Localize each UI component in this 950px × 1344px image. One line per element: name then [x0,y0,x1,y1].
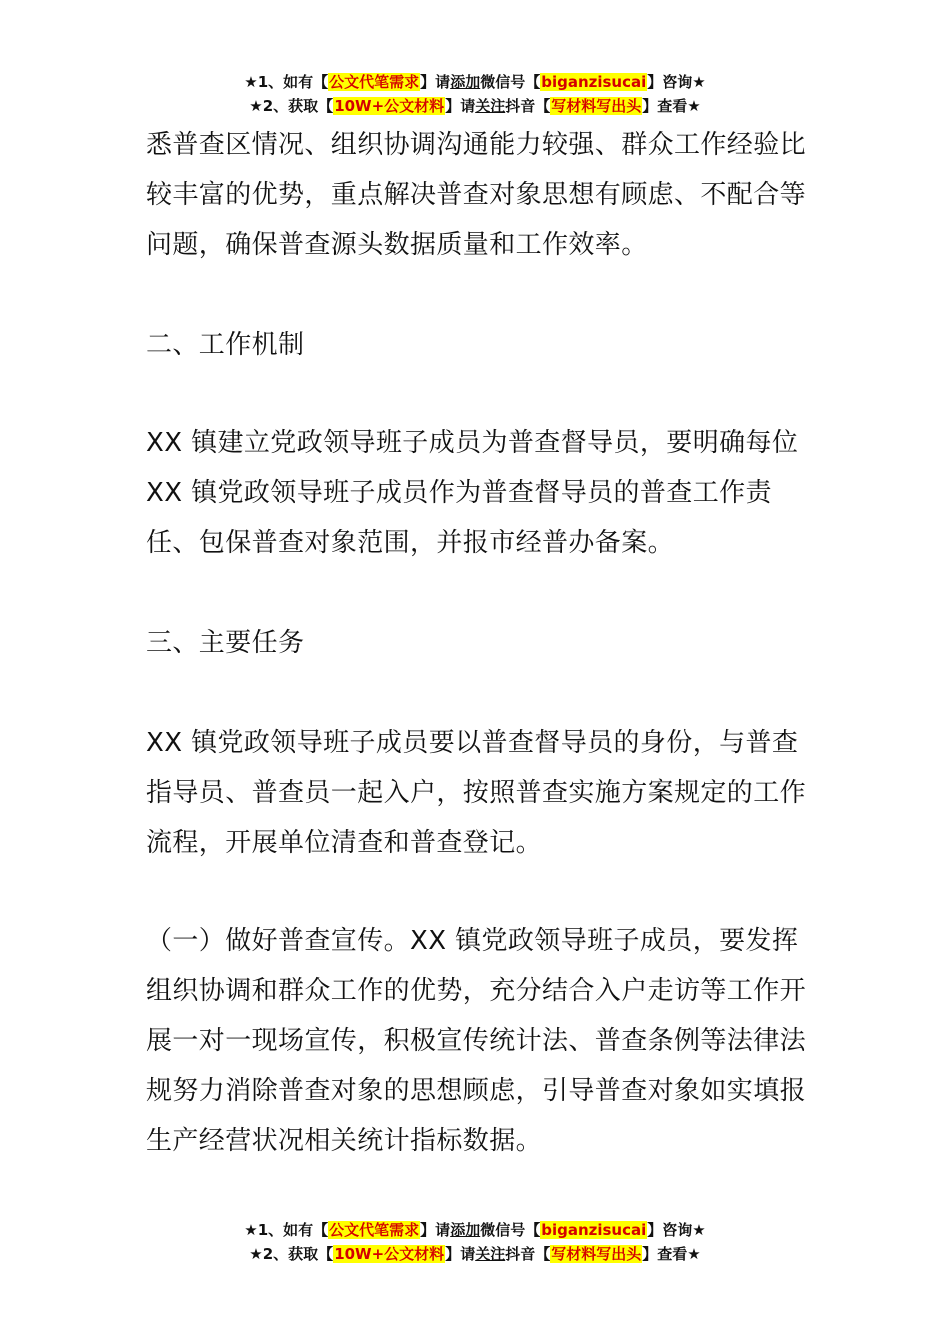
heading-text: 三、主要任务 [146,628,305,658]
promo-text: 抖音【 [505,1245,551,1263]
douyin-id-highlight: 写材料写出头 [551,1245,642,1263]
promo-text: 微信号【 [480,1221,541,1239]
paragraph-continued [146,120,808,270]
wechat-id-highlight: biganzisucai [541,1221,647,1239]
promo-emphasis: 关注 [475,97,506,115]
promo-text: ★1、如有【 [244,73,329,91]
section-heading-mechanism [146,320,808,370]
paragraph-mechanism [146,418,808,568]
paragraph-text: 悉普查区情况、组织协调沟通能力较强、群众工作经验比较丰富的优势，重点解决普查对象思想有顾虑、不配合等问题，确保普查源头数据质量和工作效率。 [146,130,807,260]
top-promo-banner [0,70,950,118]
promo-text: 】请 [420,73,451,91]
promo-text: 】请 [445,97,476,115]
promo-text: 】查看★ [642,1245,701,1263]
douyin-id-highlight: 写材料写出头 [551,97,642,115]
promo-emphasis: 关注 [475,1245,506,1263]
promo-highlight: 公文代笔需求 [329,73,420,91]
section-heading-tasks [146,618,808,668]
promo-text: 抖音【 [505,97,551,115]
wechat-id-highlight: biganzisucai [541,73,647,91]
bottom-promo-banner [0,1218,950,1266]
promo-text: 】咨询★ [647,1221,706,1239]
promo-line-1 [0,70,950,94]
heading-text: 二、工作机制 [146,330,305,360]
promo-text: 】咨询★ [647,73,706,91]
promo-text: 】请 [420,1221,451,1239]
promo-highlight: 公文代笔需求 [329,1221,420,1239]
promo-text: 微信号【 [480,73,541,91]
promo-highlight: 10W+公文材料 [334,97,445,115]
promo-line-1 [0,1218,950,1242]
promo-text: ★2、获取【 [249,97,334,115]
promo-highlight: 10W+公文材料 [334,1245,445,1263]
paragraph-publicity [146,916,808,1166]
promo-text: ★1、如有【 [244,1221,329,1239]
paragraph-text: XX 镇建立党政领导班子成员为普查督导员，要明确每位 XX 镇党政领导班子成员作为普查督导员的普查工作责任、包保普查对象范围，并报市经普办备案。 [146,428,799,558]
promo-line-2 [0,94,950,118]
promo-text: 】查看★ [642,97,701,115]
paragraph-text: XX 镇党政领导班子成员要以普查督导员的身份，与普查指导员、普查员一起入户，按照普查实施方案规定的工作流程，开展单位清查和普查登记。 [146,728,807,858]
promo-text: 】请 [445,1245,476,1263]
promo-emphasis: 添加 [450,73,481,91]
paragraph-text: （一）做好普查宣传。XX 镇党政领导班子成员，要发挥组织协调和群众工作的优势，充分结合入户走访等工作开展一对一现场宣传，积极宣传统计法、普查条例等法律法规努力消除普查对象的思想顾虑，引导普查对象如实填报生产经营状况相关统计指标数据。 [146,926,807,1156]
promo-text: ★2、获取【 [249,1245,334,1263]
promo-line-2 [0,1242,950,1266]
promo-emphasis: 添加 [450,1221,481,1239]
paragraph-tasks [146,718,808,868]
